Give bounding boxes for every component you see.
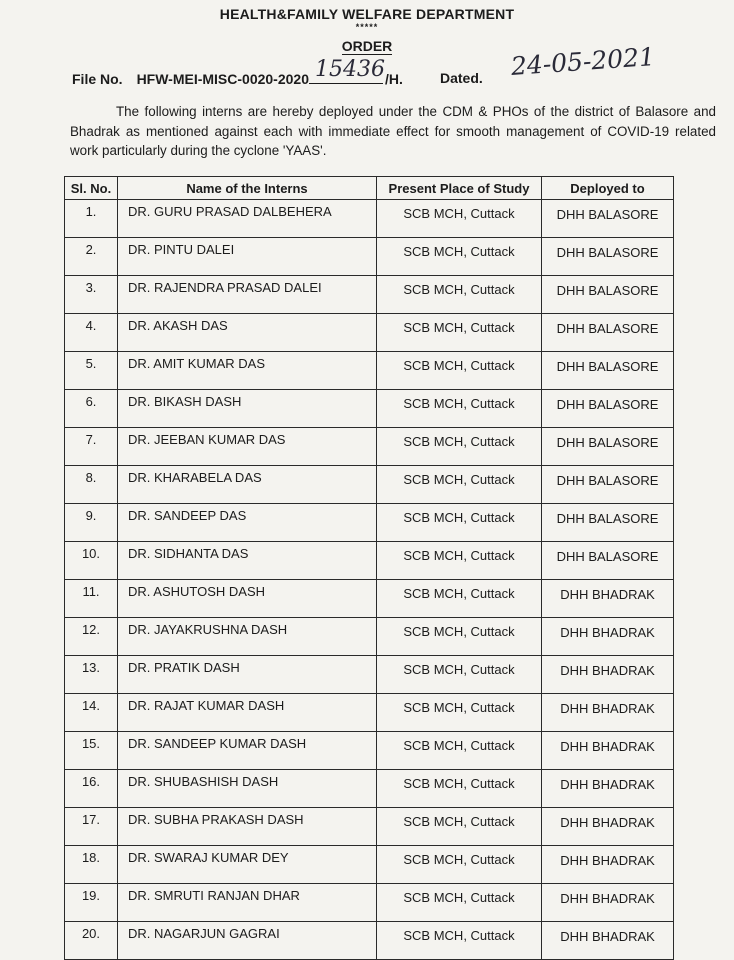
row-intern-name: DR. SWARAJ KUMAR DEY: [118, 846, 377, 884]
row-intern-name: DR. RAJAT KUMAR DASH: [118, 694, 377, 732]
row-deployed-to: DHH BHADRAK: [542, 808, 674, 846]
row-place-of-study: SCB MCH, Cuttack: [377, 200, 542, 238]
table-row: [65, 884, 674, 922]
order-title-text: ORDER: [341, 38, 393, 54]
row-intern-name: DR. SIDHANTA DAS: [118, 542, 377, 580]
row-deployed-to: DHH BALASORE: [542, 504, 674, 542]
row-sl-no: 11.: [65, 580, 118, 618]
row-place-of-study: SCB MCH, Cuttack: [377, 618, 542, 656]
row-intern-name: DR. SANDEEP KUMAR DASH: [118, 732, 377, 770]
row-place-of-study: SCB MCH, Cuttack: [377, 656, 542, 694]
table-row: [65, 276, 674, 314]
table-row: [65, 846, 674, 884]
row-sl-no: 20.: [65, 922, 118, 960]
table-header-row: [65, 177, 674, 200]
table-row: [65, 542, 674, 580]
row-deployed-to: DHH BALASORE: [542, 466, 674, 504]
row-sl-no: 17.: [65, 808, 118, 846]
row-place-of-study: SCB MCH, Cuttack: [377, 542, 542, 580]
row-sl-no: 10.: [65, 542, 118, 580]
row-intern-name: DR. PINTU DALEI: [118, 238, 377, 276]
row-sl-no: 5.: [65, 352, 118, 390]
row-sl-no: 9.: [65, 504, 118, 542]
row-deployed-to: DHH BALASORE: [542, 200, 674, 238]
row-place-of-study: SCB MCH, Cuttack: [377, 504, 542, 542]
table-row: [65, 314, 674, 352]
row-intern-name: DR. BIKASH DASH: [118, 390, 377, 428]
row-sl-no: 1.: [65, 200, 118, 238]
table-row: [65, 504, 674, 542]
row-intern-name: DR. NAGARJUN GAGRAI: [118, 922, 377, 960]
file-number-line: [72, 57, 403, 87]
row-place-of-study: SCB MCH, Cuttack: [377, 580, 542, 618]
row-place-of-study: SCB MCH, Cuttack: [377, 846, 542, 884]
row-deployed-to: DHH BHADRAK: [542, 618, 674, 656]
row-sl-no: 14.: [65, 694, 118, 732]
row-sl-no: 18.: [65, 846, 118, 884]
row-intern-name: DR. SANDEEP DAS: [118, 504, 377, 542]
row-deployed-to: DHH BALASORE: [542, 314, 674, 352]
row-deployed-to: DHH BHADRAK: [542, 770, 674, 808]
table-row: [65, 770, 674, 808]
file-number-blank: [309, 57, 385, 84]
row-place-of-study: SCB MCH, Cuttack: [377, 238, 542, 276]
table-row: [65, 922, 674, 960]
row-intern-name: DR. RAJENDRA PRASAD DALEI: [118, 276, 377, 314]
col-header-place: Present Place of Study: [377, 177, 542, 200]
row-sl-no: 15.: [65, 732, 118, 770]
interns-table: [64, 176, 674, 960]
row-place-of-study: SCB MCH, Cuttack: [377, 276, 542, 314]
row-sl-no: 12.: [65, 618, 118, 656]
row-sl-no: 3.: [65, 276, 118, 314]
row-place-of-study: SCB MCH, Cuttack: [377, 922, 542, 960]
row-intern-name: DR. AKASH DAS: [118, 314, 377, 352]
col-header-name: Name of the Interns: [118, 177, 377, 200]
row-sl-no: 13.: [65, 656, 118, 694]
row-sl-no: 19.: [65, 884, 118, 922]
table-row: [65, 200, 674, 238]
table-row: [65, 466, 674, 504]
row-intern-name: DR. SHUBASHISH DASH: [118, 770, 377, 808]
table-row: [65, 732, 674, 770]
dated-label: Dated.: [440, 70, 483, 86]
row-deployed-to: DHH BALASORE: [542, 390, 674, 428]
row-place-of-study: SCB MCH, Cuttack: [377, 352, 542, 390]
handwritten-date: 24-05-2021: [509, 42, 656, 81]
row-deployed-to: DHH BHADRAK: [542, 922, 674, 960]
col-header-sl-no: Sl. No.: [65, 177, 118, 200]
row-place-of-study: SCB MCH, Cuttack: [377, 770, 542, 808]
table-row: [65, 580, 674, 618]
row-deployed-to: DHH BALASORE: [542, 542, 674, 580]
row-deployed-to: DHH BALASORE: [542, 352, 674, 390]
handwritten-file-number: 15436: [315, 57, 385, 82]
row-intern-name: DR. JEEBAN KUMAR DAS: [118, 428, 377, 466]
row-place-of-study: SCB MCH, Cuttack: [377, 808, 542, 846]
row-place-of-study: SCB MCH, Cuttack: [377, 694, 542, 732]
order-body-text: The following interns are hereby deployed under the CDM & PHOs of the district of Balasore and Bhadrak as mentioned against each with immediate effect for smooth management of COVID-19 related work particularly during the cyclone 'YAAS'.: [70, 104, 716, 158]
row-deployed-to: DHH BHADRAK: [542, 580, 674, 618]
row-sl-no: 4.: [65, 314, 118, 352]
row-deployed-to: DHH BHADRAK: [542, 656, 674, 694]
row-intern-name: DR. JAYAKRUSHNA DASH: [118, 618, 377, 656]
table-row: [65, 428, 674, 466]
table-row: [65, 694, 674, 732]
row-sl-no: 2.: [65, 238, 118, 276]
heading-separator: *****: [355, 22, 379, 32]
row-deployed-to: DHH BALASORE: [542, 238, 674, 276]
row-deployed-to: DHH BHADRAK: [542, 884, 674, 922]
row-place-of-study: SCB MCH, Cuttack: [377, 390, 542, 428]
table-row: [65, 390, 674, 428]
table-row: [65, 238, 674, 276]
file-number: HFW-MEI-MISC-0020-2020: [136, 71, 309, 87]
table-row: [65, 808, 674, 846]
row-intern-name: DR. SMRUTI RANJAN DHAR: [118, 884, 377, 922]
department-heading: HEALTH&FAMILY WELFARE DEPARTMENT: [219, 6, 515, 22]
row-sl-no: 8.: [65, 466, 118, 504]
row-deployed-to: DHH BHADRAK: [542, 694, 674, 732]
row-place-of-study: SCB MCH, Cuttack: [377, 466, 542, 504]
table-row: [65, 352, 674, 390]
row-intern-name: DR. GURU PRASAD DALBEHERA: [118, 200, 377, 238]
row-place-of-study: SCB MCH, Cuttack: [377, 428, 542, 466]
file-number-suffix: /H.: [385, 71, 403, 87]
row-intern-name: DR. PRATIK DASH: [118, 656, 377, 694]
row-intern-name: DR. AMIT KUMAR DAS: [118, 352, 377, 390]
row-sl-no: 7.: [65, 428, 118, 466]
row-place-of-study: SCB MCH, Cuttack: [377, 732, 542, 770]
file-label: File No.: [72, 71, 123, 87]
row-deployed-to: DHH BALASORE: [542, 428, 674, 466]
row-deployed-to: DHH BALASORE: [542, 276, 674, 314]
table-row: [65, 656, 674, 694]
row-deployed-to: DHH BHADRAK: [542, 846, 674, 884]
row-intern-name: DR. KHARABELA DAS: [118, 466, 377, 504]
row-sl-no: 16.: [65, 770, 118, 808]
row-intern-name: DR. SUBHA PRAKASH DASH: [118, 808, 377, 846]
row-sl-no: 6.: [65, 390, 118, 428]
row-deployed-to: DHH BHADRAK: [542, 732, 674, 770]
row-place-of-study: SCB MCH, Cuttack: [377, 884, 542, 922]
col-header-deployed: Deployed to: [542, 177, 674, 200]
row-place-of-study: SCB MCH, Cuttack: [377, 314, 542, 352]
table-row: [65, 618, 674, 656]
row-intern-name: DR. ASHUTOSH DASH: [118, 580, 377, 618]
